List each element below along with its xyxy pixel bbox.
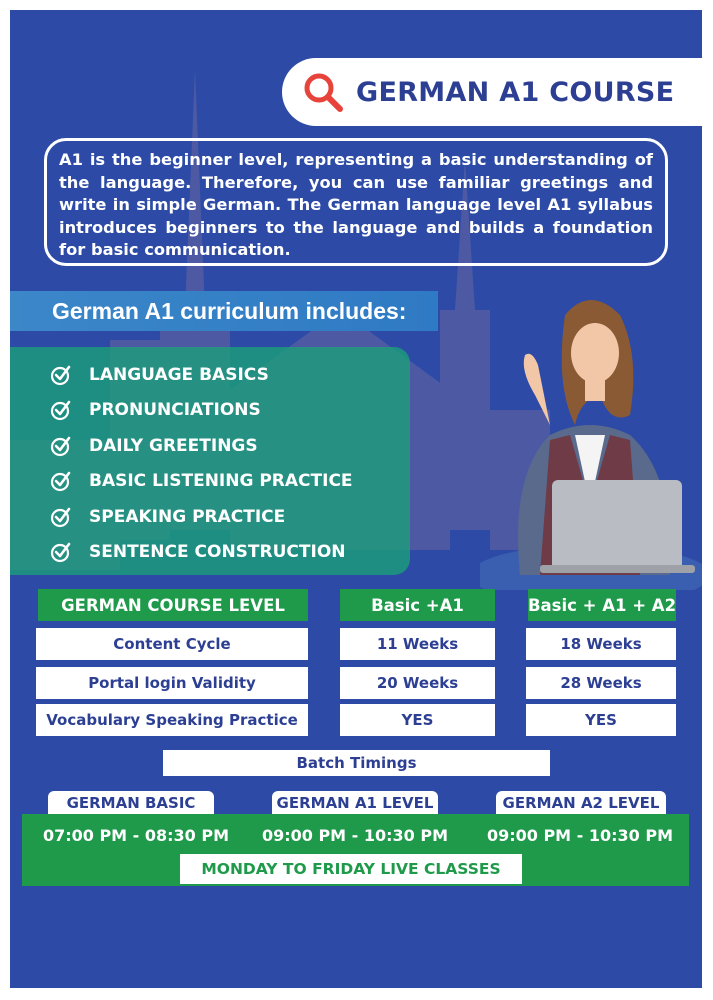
course-poster [10,10,702,988]
check-circle-icon [50,470,72,492]
table-cell: YES [340,704,495,736]
check-circle-icon [50,399,72,421]
list-item [10,464,410,500]
batch-timings-heading: Batch Timings [163,750,550,776]
class-days-label: MONDAY TO FRIDAY LIVE CLASSES [180,854,522,884]
search-icon [302,71,344,113]
table-row-label: Portal login Validity [36,667,308,699]
table-cell: 11 Weeks [340,628,495,660]
curriculum-heading: German A1 curriculum includes: [10,291,438,331]
check-circle-icon [50,435,72,457]
course-description: A1 is the beginner level, representing a basic understanding of the language. Therefore, you can use familiar greetings and write in simple German. The German language level A1 syllabus introduces beginners to the language and builds a foundation for basic communication. [44,138,668,266]
table-header-basic-a1-a2: Basic + A1 + A2 [528,589,676,621]
list-item-label: BASIC LISTENING PRACTICE [89,471,353,492]
check-circle-icon [50,506,72,528]
table-cell: 20 Weeks [340,667,495,699]
table-cell: 18 Weeks [526,628,676,660]
table-header-course-level: GERMAN COURSE LEVEL [38,589,308,621]
page-title: GERMAN A1 COURSE [356,76,675,108]
batch-time-basic: 07:00 PM - 08:30 PM [42,826,230,845]
table-cell: 28 Weeks [526,667,676,699]
batch-level-a2: GERMAN A2 LEVEL [496,791,666,815]
list-item-label: PRONUNCIATIONS [89,400,261,421]
list-item-label: SPEAKING PRACTICE [89,506,286,527]
table-row-label: Vocabulary Speaking Practice [36,704,308,736]
batch-time-a1: 09:00 PM - 10:30 PM [261,826,449,845]
list-item [10,393,410,429]
list-item [10,357,410,393]
table-header-basic-a1: Basic +A1 [340,589,495,621]
batch-level-a1: GERMAN A1 LEVEL [272,791,438,815]
table-cell: YES [526,704,676,736]
table-row-label: Content Cycle [36,628,308,660]
list-item-label: LANGUAGE BASICS [89,364,269,385]
batch-time-a2: 09:00 PM - 10:30 PM [486,826,674,845]
list-item [10,535,410,571]
check-circle-icon [50,541,72,563]
title-banner [282,58,702,126]
list-item [10,499,410,535]
list-item-label: DAILY GREETINGS [89,435,258,456]
curriculum-list [10,347,410,575]
batch-level-basic: GERMAN BASIC [48,791,214,815]
student-with-laptop-image [480,275,702,590]
check-circle-icon [50,364,72,386]
list-item [10,428,410,464]
list-item-label: SENTENCE CONSTRUCTION [89,542,346,563]
